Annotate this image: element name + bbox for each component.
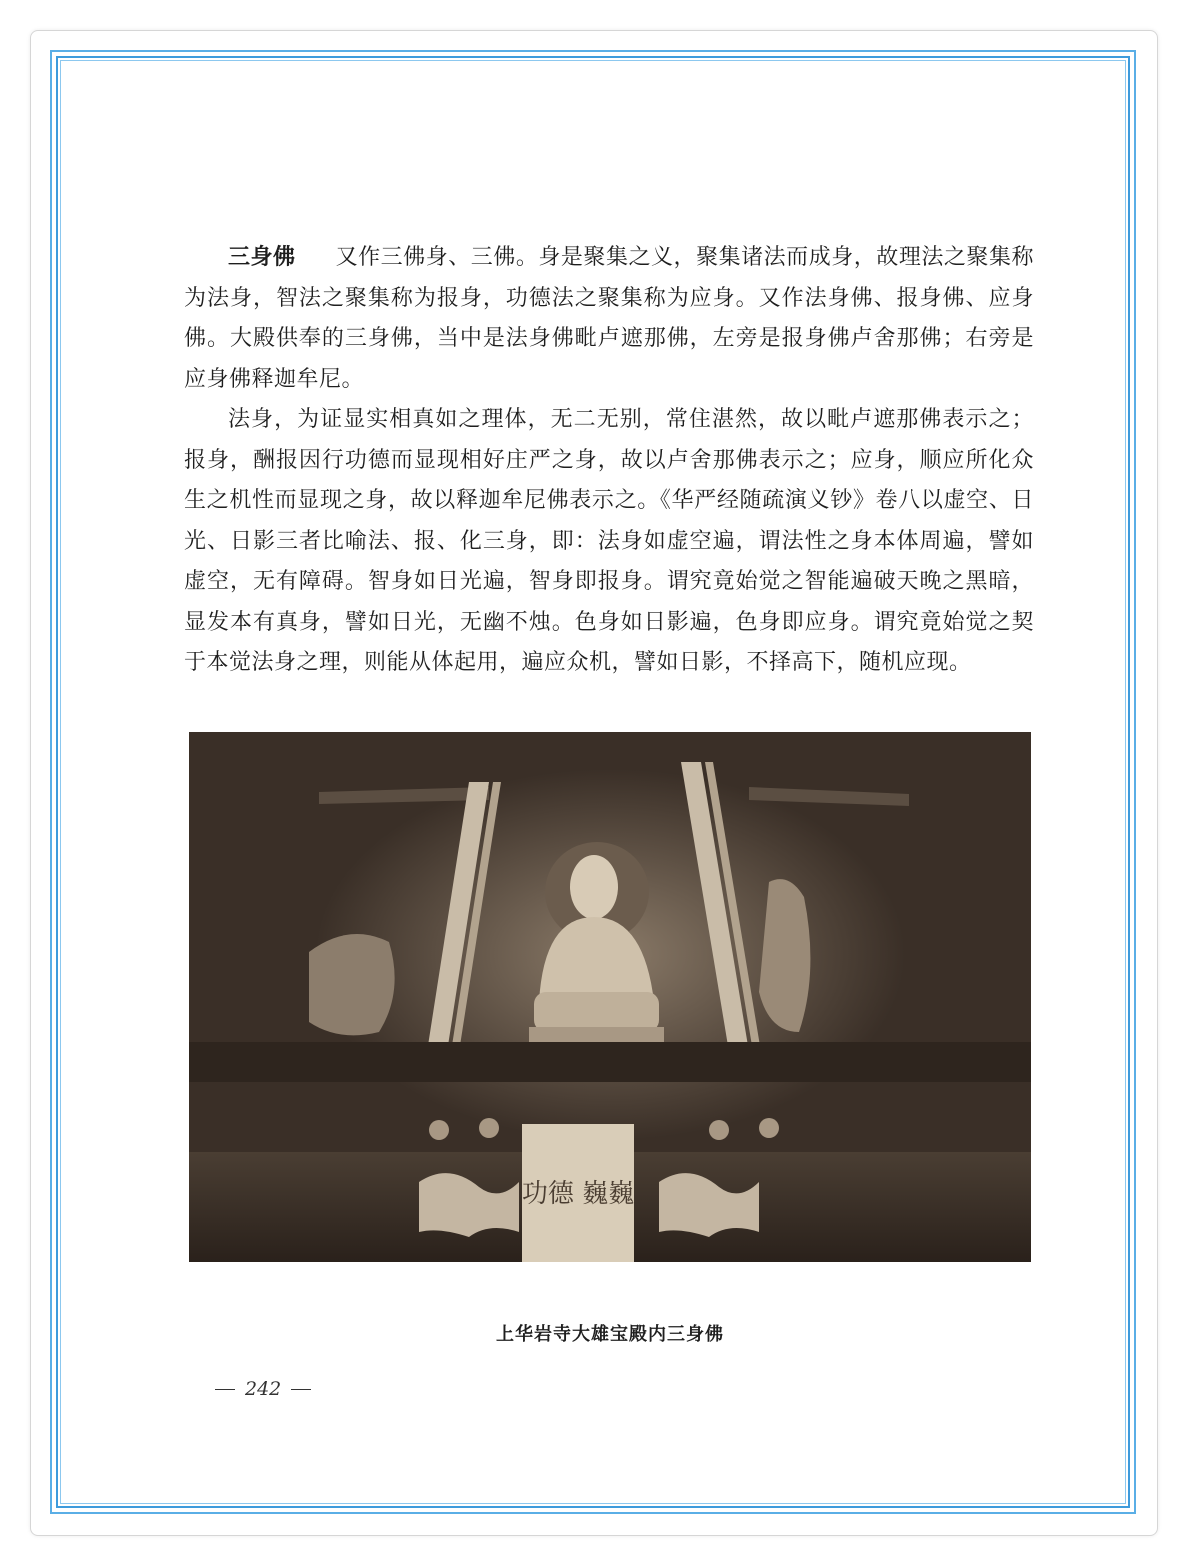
page-number-left-dash	[215, 1389, 235, 1390]
page-number-right-dash	[291, 1389, 311, 1390]
page-footer	[205, 1378, 321, 1400]
entry-paragraph-1	[184, 238, 1034, 400]
entry-text	[184, 238, 1034, 684]
three-buddhas-photo-image	[189, 732, 1031, 1262]
figure-caption: 上华岩寺大雄宝殿内三身佛	[496, 1324, 724, 1345]
entry-paragraph-2: 法身，为证显实相真如之理体，无二无别，常住湛然，故以毗卢遮那佛表示之；报身，酬报因行功德而显现相好庄严之身，故以卢舍那佛表示之；应身，顺应所化众生之机性而显现之身，故以释迦牟尼佛表示之。《华严经随疏演义钞》卷八以虚空、日光、日影三者比喻法、报、化三身，即：法身如虚空遍，谓法性之身本体周遍，譬如虚空，无有障碍。智身如日光遍，智身即报身。谓究竟始觉之智能遍破天晚之黑暗，显发本有真身，譬如日光，无幽不烛。色身如日影遍，色身即应身。谓究竟始觉之契于本觉法身之理，则能从体起用，遍应众机，譬如日影，不择高下，随机应现。	[184, 407, 1034, 675]
plaque-text: 功德 巍巍	[521, 1179, 635, 1209]
entry-paragraph-1-text: 又作三佛身、三佛。身是聚集之义，聚集诸法而成身，故理法之聚集称为法身，智法之聚集称为报身，功德法之聚集称为应身。又作法身佛、报身佛、应身佛。大殿供奉的三身佛，当中是法身佛毗卢遮那佛，左旁是报身佛卢舍那佛；右旁是应身佛释迦牟尼。	[184, 245, 1034, 392]
entry-term: 三身佛	[228, 245, 296, 270]
temple-photo	[189, 732, 1031, 1262]
page-number: 242	[245, 1378, 282, 1400]
